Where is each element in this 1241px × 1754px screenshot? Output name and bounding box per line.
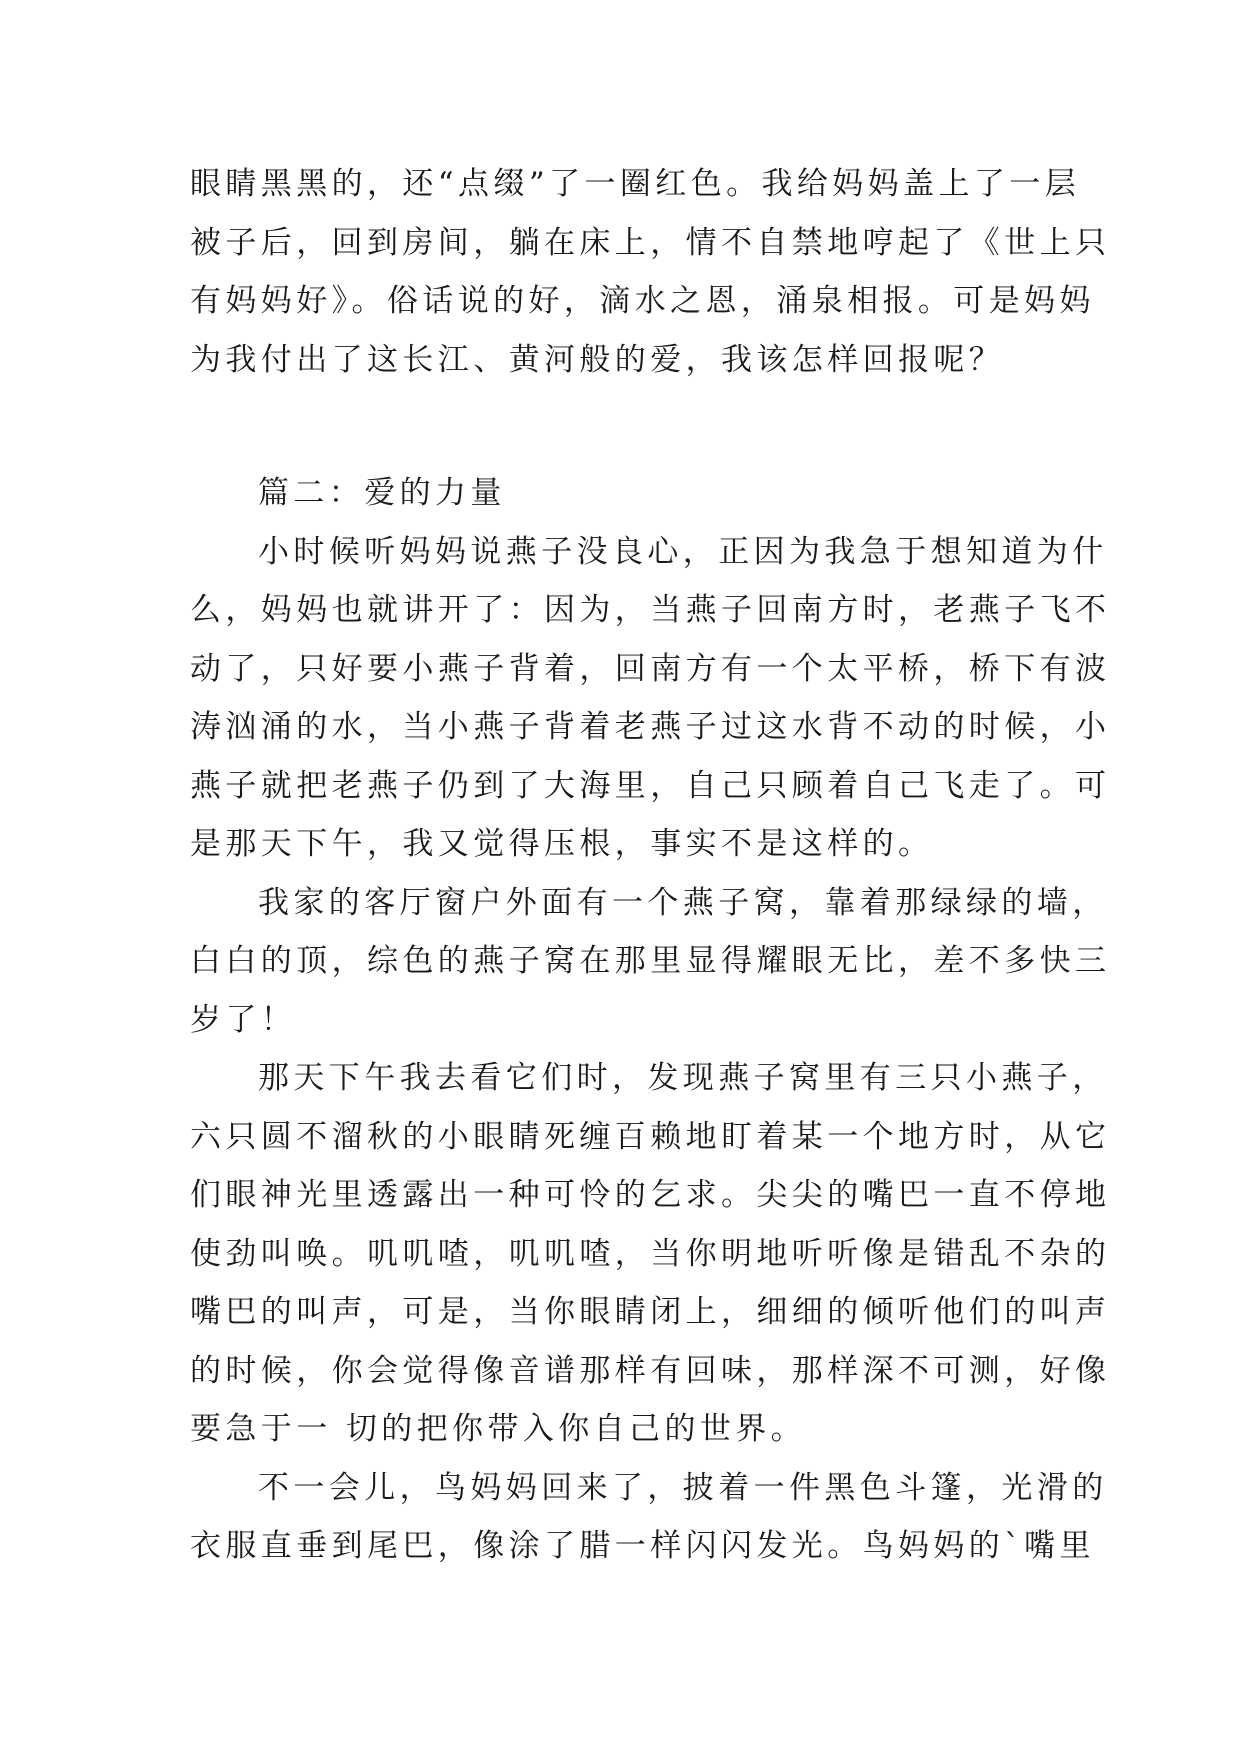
text-line: 那天下午我去看它们时，发现燕子窝里有三只小燕子，: [258, 1060, 1108, 1096]
text-line: 我家的客厅窗户外面有一个燕子窝，靠着那绿绿的墙，: [258, 884, 1108, 921]
text-line: 么，妈妈也就讲开了：因为，当燕子回南方时，老燕子飞不: [190, 592, 1111, 628]
text-line: 被子后，回到房间，躺在床上，情不自禁地哼起了《世上只: [190, 224, 1111, 261]
text-line: 动了，只好要小燕子背着，回南方有一个太平桥，桥下有波: [190, 650, 1111, 687]
paragraph-2: [190, 523, 1111, 874]
text-line: 白白的顶，综色的燕子窝在那里显得耀眼无比，差不多快三: [190, 943, 1111, 979]
section-gap: [190, 389, 1050, 464]
paragraph-4: [190, 1049, 1111, 1459]
text-line: 岁了！: [190, 1001, 297, 1038]
text-line: 们眼神光里透露出一种可怜的乞求。尖尖的嘴巴一直不停地: [190, 1177, 1111, 1213]
text-line: 眼睛黑黑的，还“点缀”了一圈红色。我给妈妈盖上了一层: [190, 166, 1081, 202]
text-line: 是那天下午，我又觉得压根，事实不是这样的。: [190, 826, 934, 862]
paragraph-1: [190, 155, 1111, 389]
text-line: 要急于一 切的把你带入你自己的世界。: [190, 1411, 807, 1447]
document-page: [190, 155, 1111, 1576]
paragraph-3: [190, 874, 1111, 1050]
text-line: 嘴巴的叫声，可是，当你眼睛闭上，细细的倾听他们的叫声: [190, 1294, 1111, 1330]
text-line: 涛汹涌的水，当小燕子背着老燕子过这水背不动的时候，小: [190, 709, 1111, 745]
text-line: 衣服直垂到尾巴，像涂了腊一样闪闪发光。鸟妈妈的`嘴里: [190, 1528, 1095, 1564]
section-heading: 篇二：爱的力量: [258, 475, 506, 511]
text-line: 小时候听妈妈说燕子没良心，正因为我急于想知道为什: [258, 533, 1108, 570]
text-line: 有妈妈好》。俗话说的好，滴水之恩，涌泉相报。可是妈妈: [190, 283, 1095, 319]
text-line: 的时候，你会觉得像音谱那样有回味，那样深不可测，好像: [190, 1352, 1111, 1389]
text-line: 燕子就把老燕子仍到了大海里，自己只顾着自己飞走了。可: [190, 767, 1111, 804]
text-line: 六只圆不溜秋的小眼睛死缠百赖地盯着某一个地方时，从它: [190, 1118, 1111, 1155]
text-line: 使劲叫唤。叽叽喳，叽叽喳，当你明地听听像是错乱不杂的: [190, 1235, 1111, 1272]
section-title: [190, 464, 1050, 523]
text-line: 不一会儿，鸟妈妈回来了，披着一件黑色斗篷，光滑的: [258, 1469, 1108, 1506]
paragraph-5: [190, 1459, 1108, 1576]
text-line: 为我付出了这长江、黄河般的爱，我该怎样回报呢？: [190, 341, 1005, 378]
